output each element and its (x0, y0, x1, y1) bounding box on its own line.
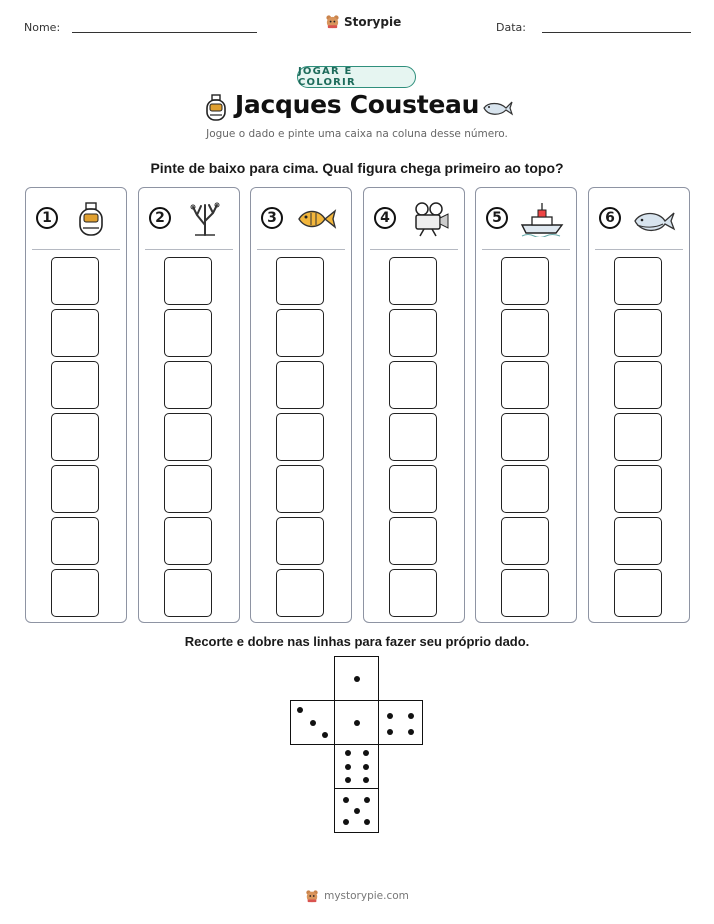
color-box[interactable] (276, 309, 324, 357)
dice-pip (354, 676, 360, 682)
column-header (26, 188, 126, 250)
color-box[interactable] (276, 465, 324, 513)
instruction-text: Pinte de baixo para cima. Qual figura chega primeiro ao topo? (150, 160, 564, 176)
bear-mascot-icon (305, 889, 319, 903)
color-box[interactable] (164, 465, 212, 513)
dice-face-5 (334, 788, 379, 833)
color-box[interactable] (164, 309, 212, 357)
color-box[interactable] (51, 517, 99, 565)
boat-icon (520, 201, 564, 237)
dice-pip (354, 720, 360, 726)
color-box[interactable] (614, 569, 662, 617)
color-box[interactable] (389, 413, 437, 461)
column-divider (257, 249, 345, 250)
dice-pip (343, 797, 349, 803)
dice-pip (345, 750, 351, 756)
activity-badge: JOGAR E COLORIR (297, 66, 416, 88)
color-box[interactable] (614, 361, 662, 409)
color-box[interactable] (389, 361, 437, 409)
color-box[interactable] (51, 465, 99, 513)
dice-pip (408, 713, 414, 719)
dice-instruction: Recorte e dobre nas linhas para fazer seu próprio dado. (184, 634, 530, 649)
column-header (589, 188, 689, 250)
dice-pip (363, 777, 369, 783)
color-box[interactable] (501, 309, 549, 357)
color-box[interactable] (389, 465, 437, 513)
column-divider (370, 249, 458, 250)
column-header (364, 188, 464, 250)
dice-pip (345, 777, 351, 783)
color-box[interactable] (164, 257, 212, 305)
column-header (139, 188, 239, 250)
page-title: Jacques Cousteau (234, 90, 480, 119)
color-box[interactable] (614, 413, 662, 461)
color-box[interactable] (501, 361, 549, 409)
dice-pip (345, 764, 351, 770)
column-divider (482, 249, 570, 250)
dice-face-6 (334, 744, 379, 789)
subtitle: Jogue o dado e pinte uma caixa na coluna desse número. (206, 128, 508, 140)
color-box[interactable] (276, 257, 324, 305)
dice-pip (297, 707, 303, 713)
brand-name: Storypie (344, 14, 402, 29)
dice-pip (387, 713, 393, 719)
column-divider (145, 249, 233, 250)
color-box[interactable] (276, 413, 324, 461)
color-box[interactable] (389, 309, 437, 357)
color-box[interactable] (51, 309, 99, 357)
dice-pip (354, 808, 360, 814)
dice-pip (363, 750, 369, 756)
dice-pip (364, 819, 370, 825)
color-box[interactable] (51, 413, 99, 461)
color-box[interactable] (389, 569, 437, 617)
color-box[interactable] (614, 517, 662, 565)
color-box[interactable] (51, 257, 99, 305)
column-6 (588, 187, 690, 623)
fish-icon (295, 201, 339, 237)
film-camera-icon (408, 201, 452, 237)
column-3 (250, 187, 352, 623)
color-box[interactable] (614, 309, 662, 357)
column-5 (475, 187, 577, 623)
color-box[interactable] (501, 569, 549, 617)
color-box[interactable] (614, 257, 662, 305)
color-box[interactable] (164, 517, 212, 565)
date-label: Data: (496, 21, 526, 34)
column-2 (138, 187, 240, 623)
brand-logo (325, 14, 401, 29)
color-box[interactable] (51, 361, 99, 409)
dice-face-1 (334, 656, 379, 701)
color-box[interactable] (389, 517, 437, 565)
color-box[interactable] (164, 569, 212, 617)
dice-face-4 (378, 700, 423, 745)
whale-icon (482, 96, 514, 118)
column-header (476, 188, 576, 250)
color-box[interactable] (276, 361, 324, 409)
color-box[interactable] (164, 413, 212, 461)
dice-face-1 (334, 700, 379, 745)
name-line (72, 32, 257, 33)
column-number: 3 (261, 207, 283, 229)
diving-tank-icon (70, 201, 114, 237)
dice-pip (322, 732, 328, 738)
column-divider (32, 249, 120, 250)
column-1 (25, 187, 127, 623)
column-number: 5 (486, 207, 508, 229)
column-number: 1 (36, 207, 58, 229)
column-number: 2 (149, 207, 171, 229)
dice-pip (310, 720, 316, 726)
color-box[interactable] (501, 257, 549, 305)
dice-pip (408, 729, 414, 735)
column-header (251, 188, 351, 250)
column-4 (363, 187, 465, 623)
footer (0, 889, 714, 903)
dice-pip (387, 729, 393, 735)
color-box[interactable] (164, 361, 212, 409)
column-number: 6 (599, 207, 621, 229)
dice-face-3 (290, 700, 335, 745)
color-box[interactable] (51, 569, 99, 617)
coral-icon (183, 201, 227, 237)
footer-url: mystorypie.com (324, 890, 409, 902)
dice-pip (364, 797, 370, 803)
color-box[interactable] (389, 257, 437, 305)
date-line (542, 32, 691, 33)
bear-mascot-icon (325, 14, 340, 29)
name-label: Nome: (24, 21, 61, 34)
color-box[interactable] (276, 569, 324, 617)
color-box[interactable] (501, 413, 549, 461)
color-box[interactable] (276, 517, 324, 565)
column-number: 4 (374, 207, 396, 229)
color-box[interactable] (501, 517, 549, 565)
dice-pip (363, 764, 369, 770)
whale-icon (633, 201, 677, 237)
color-box[interactable] (501, 465, 549, 513)
column-divider (595, 249, 683, 250)
dice-pip (343, 819, 349, 825)
color-box[interactable] (614, 465, 662, 513)
